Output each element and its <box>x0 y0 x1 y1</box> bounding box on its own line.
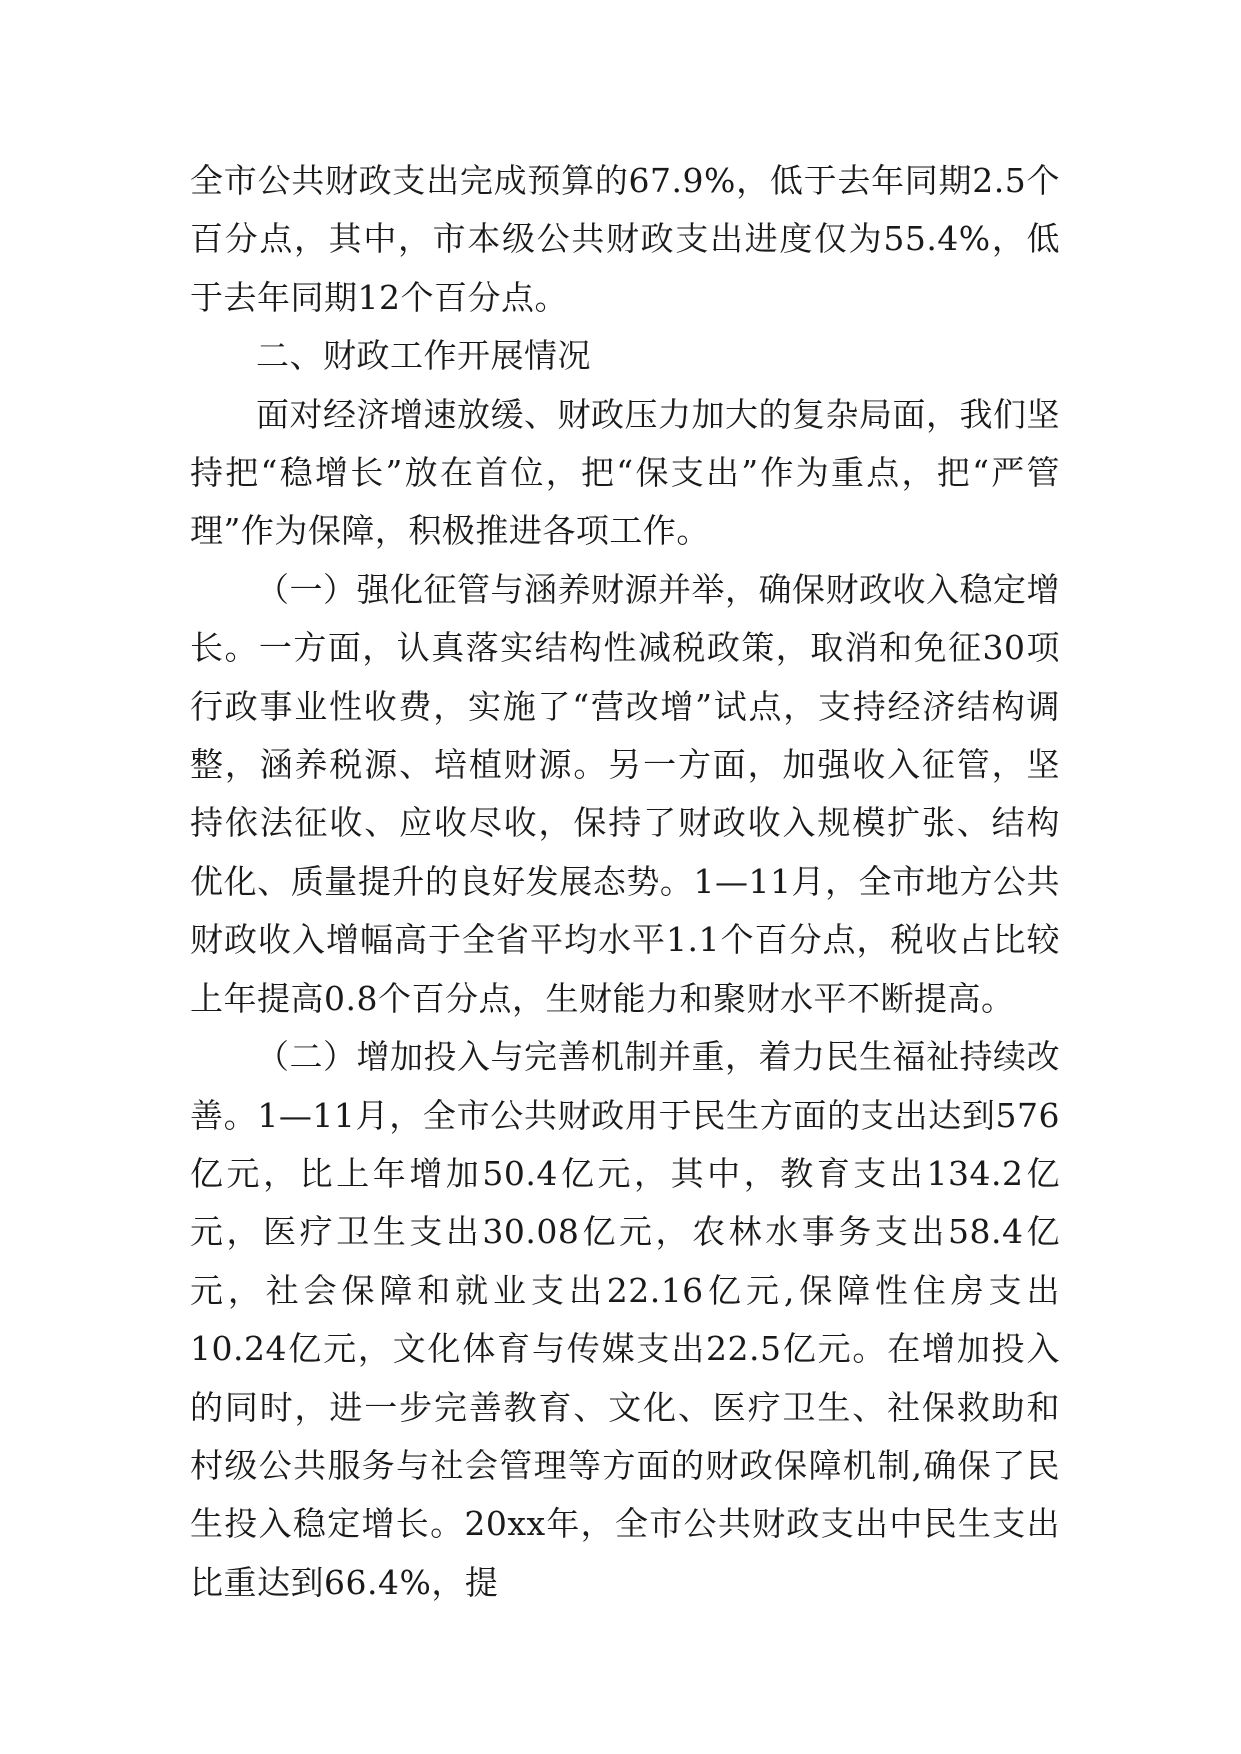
paragraph-livelihood-spending: （二）增加投入与完善机制并重，着力民生福祉持续改善。1—11月，全市公共财政用于民生方面的支出达到576亿元，比上年增加50.4亿元，其中，教育支出134.2亿元，医疗卫生支出30.08亿元，农林水事务支出58.4亿元，社会保障和就业支出22.16亿元,保障性住房支出10.24亿元，文化体育与传媒支出22.5亿元。在增加投入的同时，进一步完善教育、文化、医疗卫生、社保救助和村级公共服务与社会管理等方面的财政保障机制,确保了民生投入稳定增长。20xx年，全市公共财政支出中民生支出比重达到66.4%，提 <box>190 1037 1060 1602</box>
paragraph-expenditure-progress: 全市公共财政支出完成预算的67.9%，低于去年同期2.5个百分点，其中，市本级公共财政支出进度仅为55.4%，低于去年同期12个百分点。 <box>190 161 1060 317</box>
document-body <box>190 152 1060 1612</box>
paragraph-revenue-collection: （一）强化征管与涵养财源并举，确保财政收入稳定增长。一方面，认真落实结构性减税政策，取消和免征30项行政事业性收费，实施了“营改增”试点，支持经济结构调整，涵养税源、培植财源。另一方面，加强收入征管，坚持依法征收、应收尽收，保持了财政收入规模扩张、结构优化、质量提升的良好发展态势。1—11月，全市地方公共财政收入增幅高于全省平均水平1.1个百分点，税收占比较上年提高0.8个百分点，生财能力和聚财水平不断提高。 <box>190 569 1060 1018</box>
section-heading-fiscal-work: 二、财政工作开展情况 <box>256 336 591 376</box>
paragraph-overview: 面对经济增速放缓、财政压力加大的复杂局面，我们坚持把“稳增长”放在首位，把“保支出”作为重点，把“严管理”作为保障，积极推进各项工作。 <box>190 394 1060 551</box>
